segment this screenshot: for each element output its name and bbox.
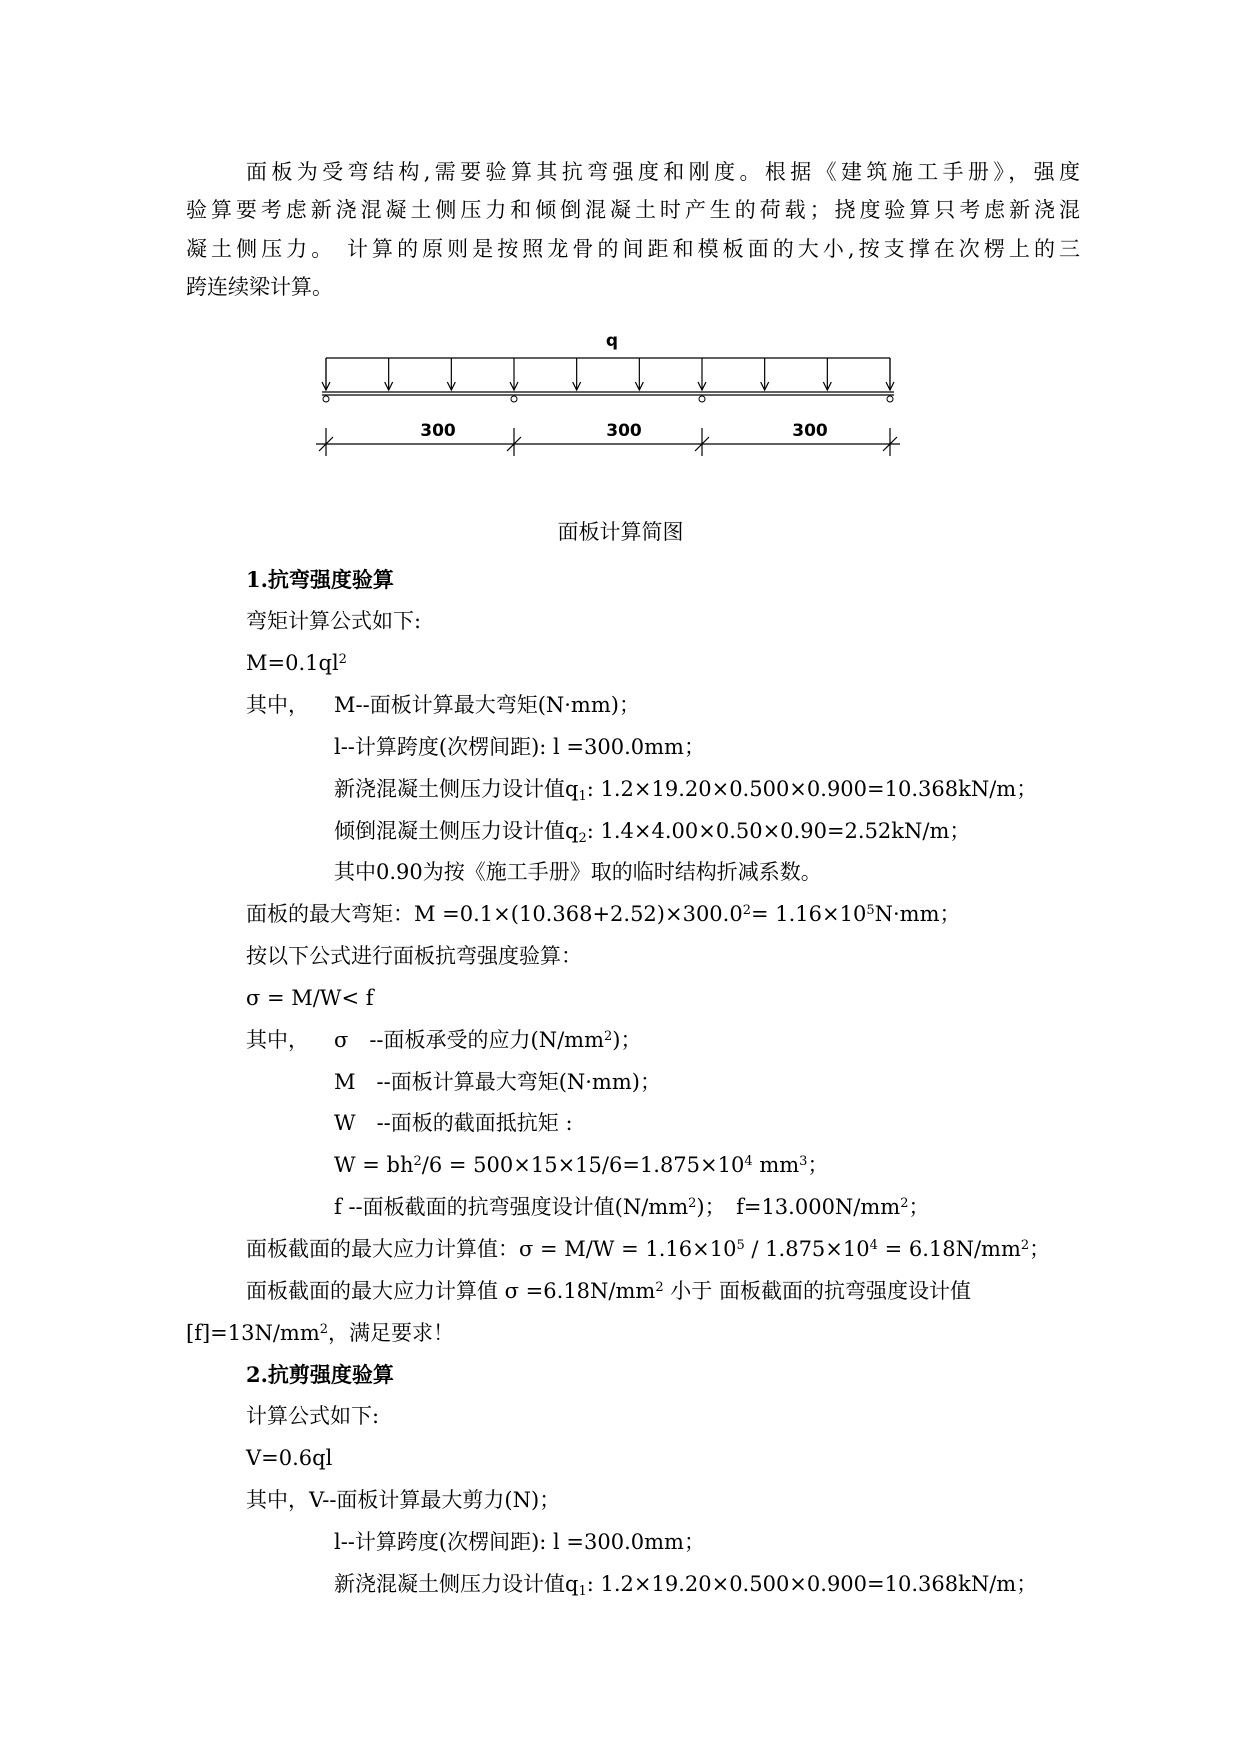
l-definition-2: l--计算跨度(次楞间距): l =300.0mm； (334, 1530, 705, 1554)
conclusion-line-1: 面板截面的最大应力计算值 $\sigma =6.18N/mm^2$ 小于 面板截面的抗弯强度设计值 (246, 1279, 971, 1303)
span-label-1: 300 (420, 421, 456, 441)
q1-definition: 新浇混凝土侧压力设计值$q_1$: 1.2×19.20×0.500×0.900=10.368kN/m； (334, 777, 1038, 804)
distributed-load (322, 358, 894, 390)
shear-formula: V=0.6ql (246, 1446, 333, 1470)
f-definition: f --面板截面的抗弯强度设计值$(N/mm^2)$； $f=13.000N/mm^2$； (334, 1195, 930, 1219)
reduction-factor-note: 其中0.90为按《施工手册》取的临时结构折减系数。 (334, 860, 822, 884)
intro-line-2: 验算要考虑新浇混凝土侧压力和倾倒混凝土时产生的荷载；挠度验算只考虑新浇混 (186, 198, 1080, 222)
section-1-title: 1.抗弯强度验算 (246, 567, 394, 592)
conclusion-line-2: $[f]=13N/mm^2$，满足要求！ (186, 1321, 455, 1345)
span-label-3: 300 (792, 421, 828, 441)
diagram-caption: 面板计算简图 (557, 520, 684, 544)
sigma-definition: σ --面板承受的应力$(N/mm^2)$； (334, 1028, 642, 1052)
v-definition: 其中，V--面板计算最大剪力(N)； (246, 1488, 561, 1512)
m-definition-2: M --面板计算最大弯矩(N·mm)； (334, 1070, 661, 1094)
intro-line-3: 凝土侧压力。 计算的原则是按照龙骨的间距和模板面的大小,按支撑在次楞上的三 (186, 237, 1080, 261)
beam (322, 392, 894, 395)
intro-line-1: 面板为受弯结构,需要验算其抗弯强度和刚度。根据《建筑施工手册》，强度 (246, 160, 1080, 184)
moment-formula-intro: 弯矩计算公式如下: (246, 609, 422, 633)
intro-line-4: 跨连续梁计算。 (186, 275, 333, 299)
q2-definition: 倾倒混凝土侧压力设计值$q_2$: 1.4×4.00×0.50×0.90=2.52kN/m； (334, 819, 971, 846)
w-calculation: $W = bh^2/6 = 500\times 15\times 15/6=1.875\times 10^4$ $mm^3$； (334, 1153, 829, 1177)
span-label-2: 300 (606, 421, 642, 441)
moment-formula: $M=0.1ql^2$ (246, 651, 347, 675)
beam-diagram (0, 320, 1241, 480)
where-label: 其中， (246, 693, 309, 717)
shear-formula-intro: 计算公式如下: (246, 1404, 380, 1428)
section-2-title: 2.抗剪强度验算 (246, 1362, 394, 1387)
w-definition: W --面板的截面抵抗矩 : (334, 1111, 573, 1135)
check-intro: 按以下公式进行面板抗弯强度验算： (246, 944, 582, 968)
q1-definition-2: 新浇混凝土侧压力设计值$q_1$: 1.2×19.20×0.500×0.900=10.368kN/m； (334, 1572, 1038, 1599)
m-definition: M--面板计算最大弯矩(N·mm)； (334, 693, 640, 717)
where-label-2: 其中， (246, 1028, 309, 1052)
load-label: q (605, 331, 619, 351)
max-moment: 面板的最大弯矩：$M =0.1\times(10.368+2.52)\times 300.0^2= 1.16\times 10^5N\cdot mm$； (246, 902, 961, 926)
supports (323, 396, 893, 402)
stress-formula: σ = M/W< f (246, 986, 374, 1010)
max-stress-calculation: 面板截面的最大应力计算值：$\sigma = M/W = 1.16\times 10^5 / 1.875\times 10^4 = 6.18N/mm^2$； (246, 1237, 1051, 1261)
l-definition: l--计算跨度(次楞间距): l =300.0mm； (334, 735, 705, 759)
